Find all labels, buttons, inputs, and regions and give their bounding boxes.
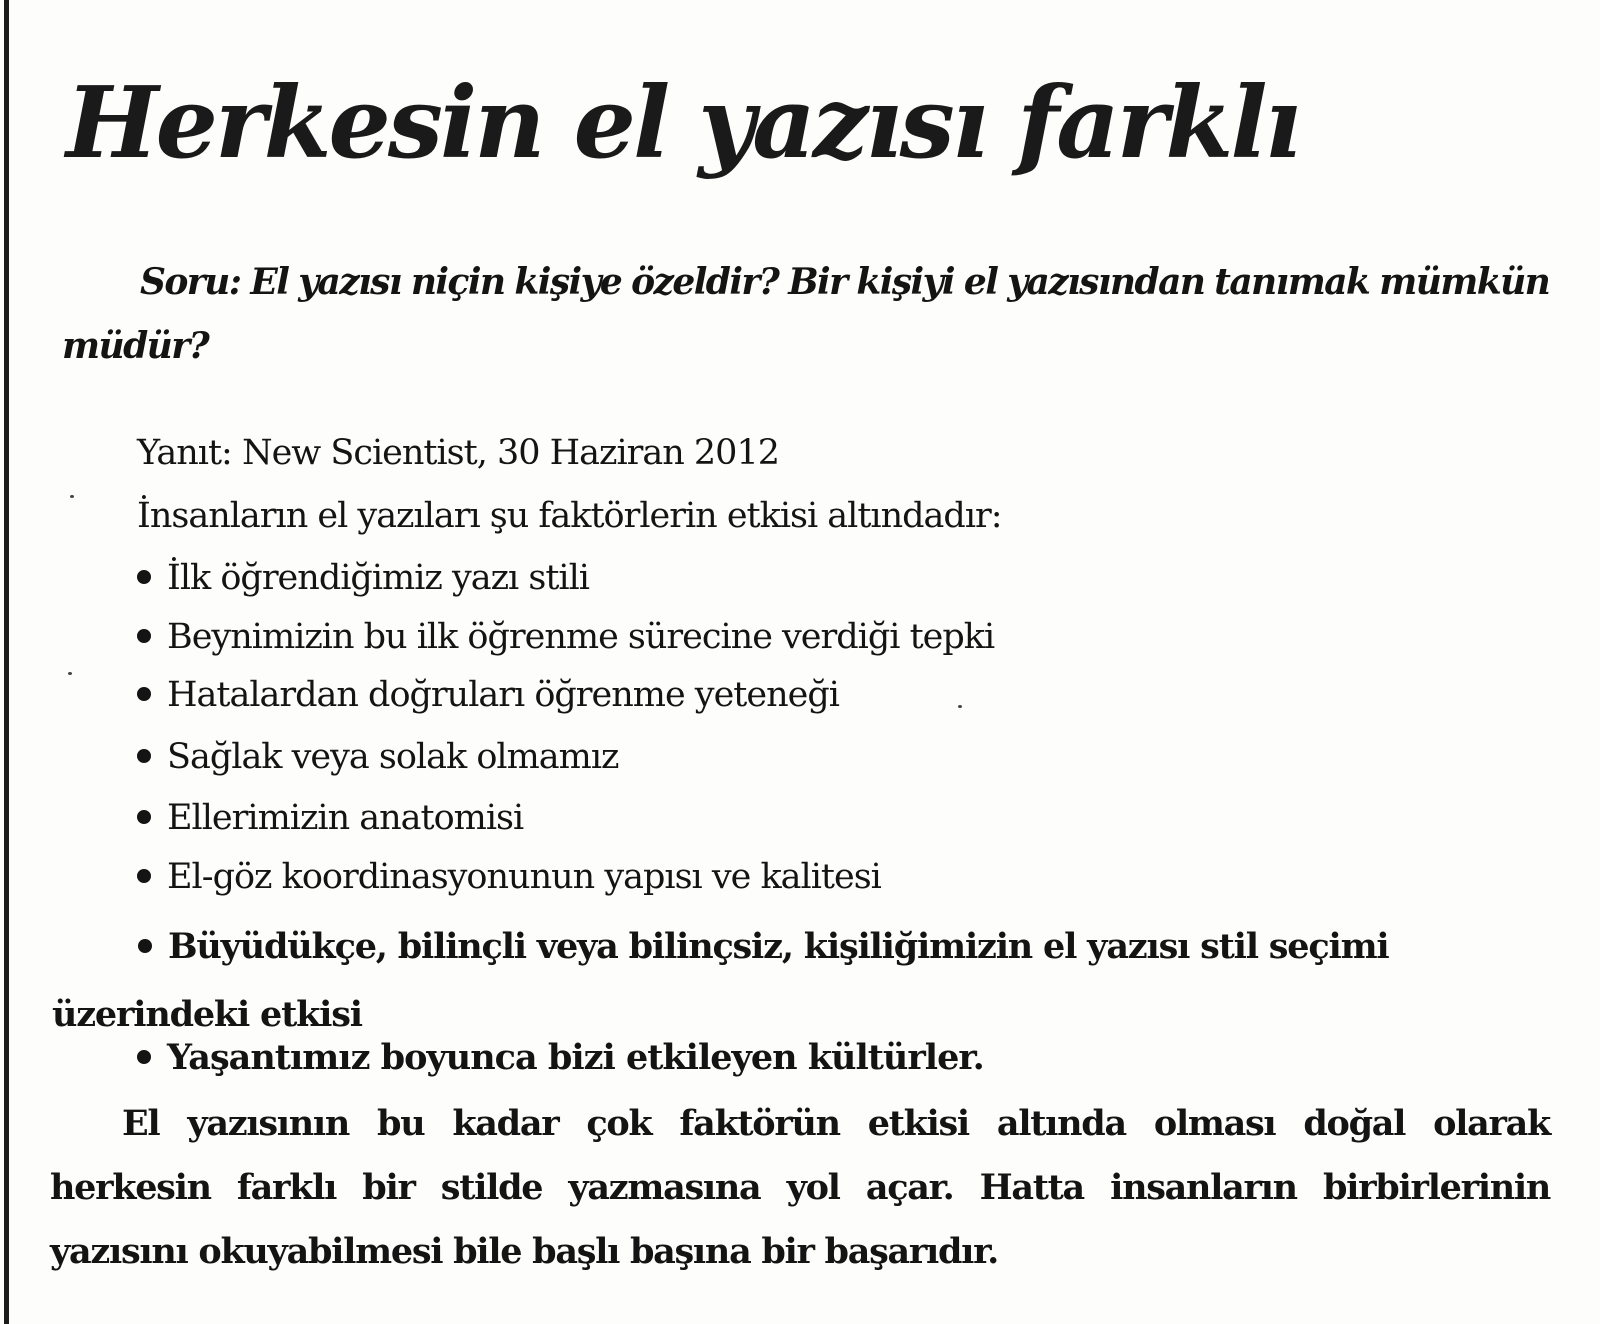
bullet-icon [137, 629, 151, 643]
bullet-icon [137, 810, 151, 824]
bullet-icon [138, 939, 152, 953]
question-paragraph: Soru: El yazısı niçin kişiye özeldir? Bir kişiyi el yazısından tanımak mümkün müdür? [62, 261, 1550, 367]
list-item-text: El-göz koordinasyonunun yapısı ve kalitesi [167, 857, 881, 897]
list-item [137, 857, 881, 897]
list-item-text: Hatalardan doğruları öğrenme yeteneği [167, 675, 839, 715]
list-item [137, 675, 839, 715]
list-item-text: Yaşantımız boyunca bizi etkileyen kültürler. [167, 1037, 984, 1078]
list-item-text: Ellerimizin anatomisi [167, 798, 524, 838]
list-item-text: İlk öğrendiğimiz yazı stili [167, 558, 589, 598]
article-title: Herkesin el yazısı farklı [66, 66, 1299, 181]
list-item-text: Sağlak veya solak olmamız [167, 737, 619, 777]
list-item [137, 1037, 984, 1078]
list-item [137, 558, 589, 598]
list-item-text: Büyüdükçe, bilinçli veya bilinçsiz, kişiliğimizin el yazısı stil seçimi üzerindeki etkisi [52, 926, 1389, 1035]
list-item [137, 737, 618, 777]
list-item [137, 798, 523, 838]
print-speck [68, 672, 72, 675]
print-speck [958, 705, 962, 708]
bullet-icon [137, 570, 151, 584]
bullet-icon [137, 687, 151, 701]
bullet-icon [137, 869, 151, 883]
list-item-text: Beynimizin bu ilk öğrenme sürecine verdiği tepki [167, 617, 995, 657]
bullet-icon [137, 749, 151, 763]
list-item-wrapped [52, 913, 1552, 1049]
list-item [137, 617, 994, 657]
factors-intro: İnsanların el yazıları şu faktörlerin etkisi altındadır: [137, 496, 1002, 536]
bullet-icon [137, 1050, 151, 1064]
print-speck [70, 495, 74, 498]
answer-source: Yanıt: New Scientist, 30 Haziran 2012 [137, 433, 779, 473]
conclusion-paragraph: El yazısının bu kadar çok faktörün etkisi altında olması doğal olarak herkesin farklı bir stilde yazmasına yol açar. Hatta insanların birbirlerinin yazısını okuyabilmesi bile başlı başına bir başarıdır. [50, 1103, 1550, 1272]
